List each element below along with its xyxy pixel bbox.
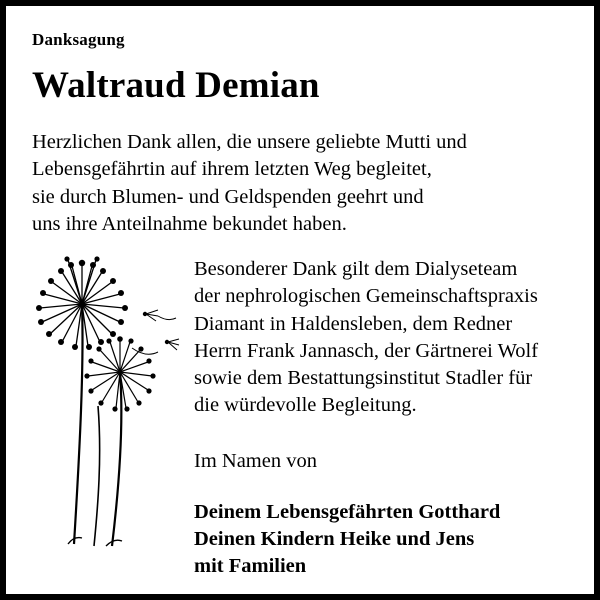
thanks-line: Besonderer Dank gilt dem Dialyseteam — [194, 258, 518, 280]
deceased-name: Waltraud Demian — [32, 65, 320, 106]
thanks-line: sowie dem Bestattungsinstitut Stadler für — [194, 367, 533, 389]
thanks-line: der nephrologischen Gemeinschaftspraxis — [194, 285, 538, 308]
intro-line: Herzlichen Dank allen, die unsere geliebte Mutti und — [32, 131, 467, 153]
intro-line: sie durch Blumen- und Geldspenden geehrt und — [32, 185, 424, 208]
dandelion-illustration — [28, 256, 188, 556]
intro-line: uns ihre Anteilnahme bekundet haben. — [32, 212, 347, 235]
thanks-line: die würdevolle Begleitung. — [194, 394, 417, 417]
thanks-line: Diamant in Haldensleben, dem Redner — [194, 312, 513, 335]
thanks-paragraph — [194, 256, 572, 420]
thanks-line: Herrn Frank Jannasch, der Gärtnerei Wolf — [194, 339, 539, 362]
family-line: Deinem Lebensgefährten Gotthard — [194, 500, 501, 523]
intro-paragraph — [32, 129, 572, 238]
intro-line: Lebensgefährtin auf ihrem letzten Weg begleitet, — [32, 158, 432, 181]
in-name-of-label: Im Namen von — [194, 449, 317, 472]
family-signature — [194, 499, 572, 581]
family-line: Deinen Kindern Heike und Jens — [194, 527, 475, 550]
right-column — [188, 256, 572, 580]
family-line: mit Familien — [194, 555, 307, 577]
lower-section — [28, 256, 572, 580]
kicker-label: Danksagung — [32, 30, 125, 49]
